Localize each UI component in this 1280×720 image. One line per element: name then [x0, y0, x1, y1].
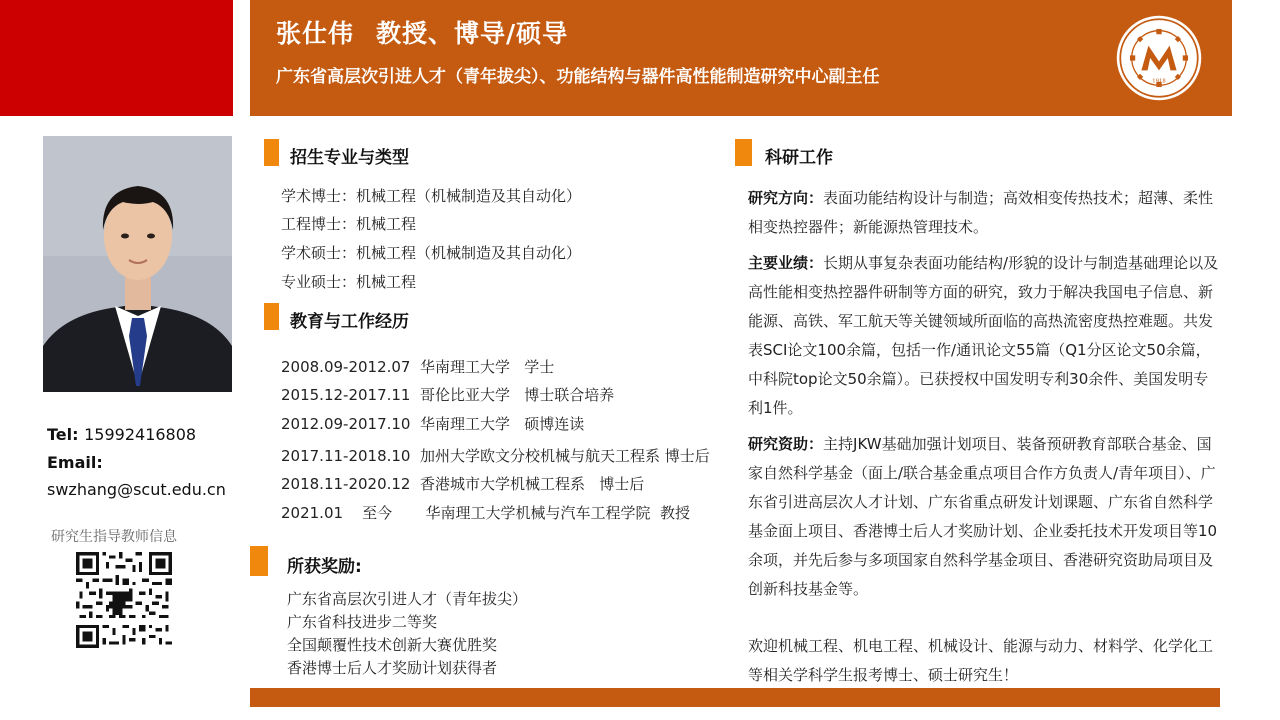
education-heading-marker: [264, 303, 279, 330]
research-funding-label: 研究资助：: [748, 435, 824, 453]
education-heading: 教育与工作经历: [290, 312, 409, 332]
research-direction: [748, 184, 1220, 242]
award-item: 全国颠覆性技术创新大赛优胜奖: [287, 636, 498, 654]
research-achievements-text: 长期从事复杂表面功能结构/形貌的设计与制造基础理论以及高性能相变热控器件研制等方面的研究，致力于解决我国电子信息、新能源、高铁、军工航天等关键领域所面临的高热流密度热控难题。共发表SCI论文100余篇，包括一作/通讯论文55篇（Q1分区论文50余篇，中科院top论文50余篇）。已获授权中国发明专利30余件、美国发明专利1件。: [748, 254, 1219, 417]
svg-text:1918: 1918: [1152, 78, 1166, 85]
contact-tel: [47, 425, 196, 444]
admission-item: 专业硕士：机械工程: [281, 273, 417, 291]
research-heading: 科研工作: [765, 148, 833, 168]
awards-heading: 所获奖励:: [287, 557, 362, 577]
award-item: 香港博士后人才奖励计划获得者: [287, 659, 498, 677]
professor-title: 教授、博导/硕导: [376, 19, 569, 48]
university-logo-icon: [1115, 14, 1203, 102]
research-funding-text: 主持JKW基础加强计划项目、装备预研教育部联合基金、国家自然科学基金（面上/联合基金重点项目合作方负责人/青年项目）、广东省引进高层次人才计划、广东省重点研发计划课题、广东省自然科学基金面上项目、香港博士后人才奖励计划、企业委托技术开发项目等10余项，并先后参与多项国家自然科学基金项目、香港研究资助局项目及创新科技基金等。: [748, 435, 1218, 598]
footer-bar: [250, 688, 1220, 707]
award-item: 广东省科技进步二等奖: [287, 613, 438, 631]
research-funding: [748, 430, 1220, 604]
admission-item: 学术硕士：机械工程（机械制造及其自动化）: [281, 244, 582, 262]
education-item: 2018.11-2020.12 香港城市大学机械工程系 博士后: [281, 475, 645, 493]
admission-heading-marker: [264, 139, 279, 166]
email-label: Email:: [47, 453, 103, 472]
profile-photo: [43, 136, 232, 392]
education-item: 2012.09-2017.10 华南理工大学 硕博连读: [281, 415, 585, 433]
research-direction-label: 研究方向：: [748, 189, 824, 207]
email-value: swzhang@scut.edu.cn: [47, 480, 226, 499]
research-achievements-label: 主要业绩：: [748, 254, 824, 272]
education-item: 2008.09-2012.07 华南理工大学 学士: [281, 358, 555, 376]
tel-value: 15992416808: [84, 425, 197, 444]
qr-code-icon: [76, 552, 172, 648]
award-item: 广东省高层次引进人才（青年拔尖）: [287, 590, 528, 608]
header-banner: [250, 0, 1232, 116]
education-item: 2021.01 至今 华南理工大学机械与汽车工程学院 教授: [281, 504, 691, 522]
qr-caption: 研究生指导教师信息: [51, 529, 177, 545]
admission-item: 工程博士：机械工程: [281, 215, 417, 233]
page-subtitle: 广东省高层次引进人才（青年拔尖）、功能结构与器件高性能制造研究中心副主任: [276, 67, 880, 87]
professor-name: 张仕伟: [276, 19, 355, 48]
admission-heading: 招生专业与类型: [290, 148, 409, 168]
research-achievements: [748, 249, 1220, 423]
admission-item: 学术博士：机械工程（机械制造及其自动化）: [281, 187, 582, 205]
research-heading-marker: [735, 139, 752, 166]
welcome-message: 欢迎机械工程、机电工程、机械设计、能源与动力、材料学、化学化工等相关学科学生报考博士、硕士研究生！: [748, 637, 1214, 684]
left-red-block: [0, 0, 233, 116]
education-item: 2017.11-2018.10 加州大学欧文分校机械与航天工程系 博士后: [281, 447, 710, 465]
awards-heading-marker: [250, 546, 268, 576]
page-title: [276, 14, 568, 50]
research-direction-text: 表面功能结构设计与制造；高效相变传热技术；超薄、柔性相变热控器件；新能源热管理技术。: [748, 189, 1214, 236]
education-item: 2015.12-2017.11 哥伦比亚大学 博士联合培养: [281, 386, 615, 404]
tel-label: Tel:: [47, 425, 79, 444]
